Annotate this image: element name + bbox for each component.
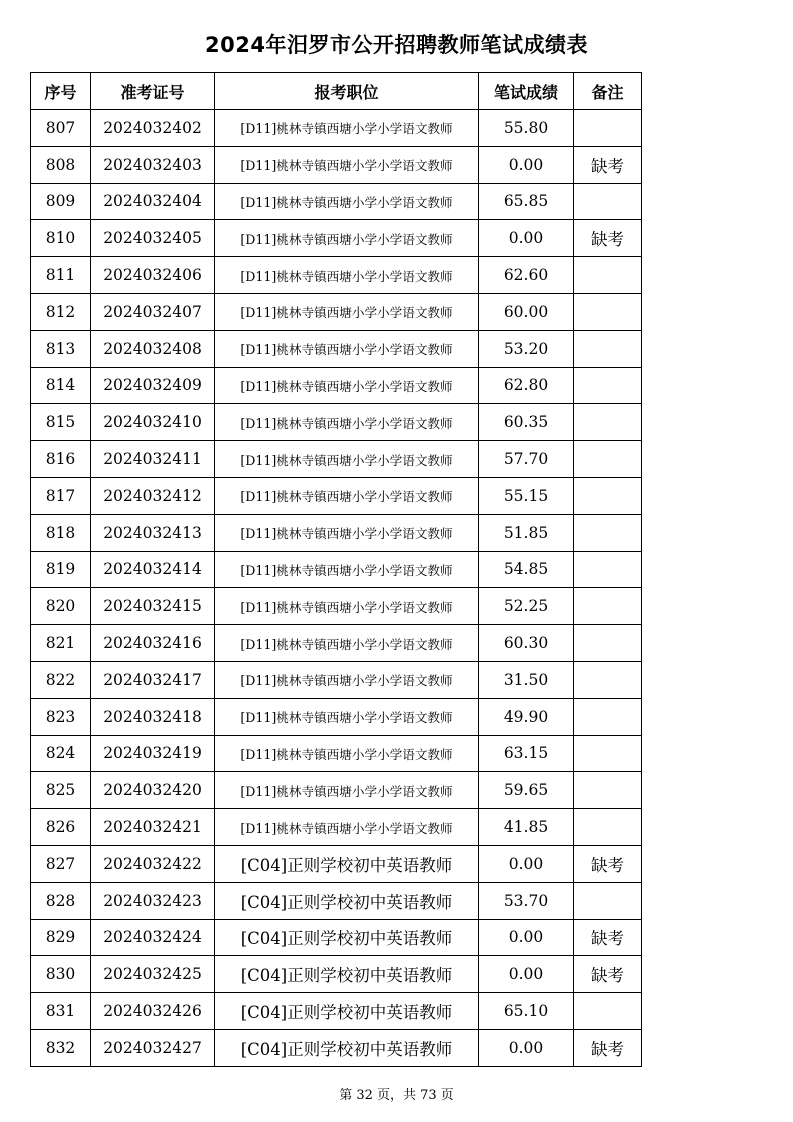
cell-seq: 821 [31, 625, 91, 662]
cell-position: [D11]桃林寺镇西塘小学小学语文教师 [215, 441, 479, 478]
cell-note [574, 735, 642, 772]
cell-score: 53.70 [479, 882, 574, 919]
table-row [31, 183, 642, 220]
cell-score: 53.20 [479, 330, 574, 367]
cell-note [574, 477, 642, 514]
table-row [31, 772, 642, 809]
cell-ticket: 2024032418 [91, 698, 215, 735]
cell-seq: 812 [31, 293, 91, 330]
cell-ticket: 2024032406 [91, 257, 215, 294]
cell-position: [D11]桃林寺镇西塘小学小学语文教师 [215, 367, 479, 404]
cell-note [574, 514, 642, 551]
cell-score: 0.00 [479, 956, 574, 993]
table-row [31, 1029, 642, 1066]
cell-score: 65.85 [479, 183, 574, 220]
header-note: 备注 [574, 73, 642, 110]
cell-note [574, 772, 642, 809]
table-row [31, 441, 642, 478]
cell-note [574, 110, 642, 147]
cell-score: 57.70 [479, 441, 574, 478]
cell-ticket: 2024032416 [91, 625, 215, 662]
cell-note [574, 809, 642, 846]
cell-ticket: 2024032410 [91, 404, 215, 441]
cell-score: 52.25 [479, 588, 574, 625]
page-title: 2024年汨罗市公开招聘教师笔试成绩表 [205, 33, 588, 57]
cell-note [574, 551, 642, 588]
cell-ticket: 2024032408 [91, 330, 215, 367]
cell-note [574, 882, 642, 919]
cell-seq: 808 [31, 146, 91, 183]
cell-score: 62.60 [479, 257, 574, 294]
cell-score: 65.10 [479, 993, 574, 1030]
cell-ticket: 2024032413 [91, 514, 215, 551]
table-row [31, 625, 642, 662]
header-row [31, 73, 642, 110]
cell-score: 0.00 [479, 845, 574, 882]
cell-position: [C04]正则学校初中英语教师 [215, 882, 479, 919]
table-row [31, 698, 642, 735]
cell-note: 缺考 [574, 220, 642, 257]
cell-position: [C04]正则学校初中英语教师 [215, 919, 479, 956]
cell-score: 0.00 [479, 220, 574, 257]
cell-score: 62.80 [479, 367, 574, 404]
table-row [31, 956, 642, 993]
cell-position: [D11]桃林寺镇西塘小学小学语文教师 [215, 183, 479, 220]
header-seq: 序号 [31, 73, 91, 110]
cell-position: [C04]正则学校初中英语教师 [215, 1029, 479, 1066]
cell-position: [D11]桃林寺镇西塘小学小学语文教师 [215, 551, 479, 588]
cell-seq: 827 [31, 845, 91, 882]
cell-position: [D11]桃林寺镇西塘小学小学语文教师 [215, 588, 479, 625]
cell-ticket: 2024032417 [91, 661, 215, 698]
table-row [31, 110, 642, 147]
cell-seq: 817 [31, 477, 91, 514]
cell-note [574, 404, 642, 441]
cell-seq: 818 [31, 514, 91, 551]
cell-note [574, 698, 642, 735]
cell-seq: 815 [31, 404, 91, 441]
cell-ticket: 2024032402 [91, 110, 215, 147]
cell-score: 0.00 [479, 919, 574, 956]
table-row [31, 661, 642, 698]
cell-seq: 824 [31, 735, 91, 772]
table-row [31, 293, 642, 330]
cell-position: [D11]桃林寺镇西塘小学小学语文教师 [215, 698, 479, 735]
table-row [31, 367, 642, 404]
cell-seq: 823 [31, 698, 91, 735]
cell-position: [D11]桃林寺镇西塘小学小学语文教师 [215, 257, 479, 294]
cell-score: 55.80 [479, 110, 574, 147]
cell-note: 缺考 [574, 956, 642, 993]
table-row [31, 845, 642, 882]
cell-ticket: 2024032422 [91, 845, 215, 882]
table-row [31, 477, 642, 514]
cell-seq: 811 [31, 257, 91, 294]
cell-score: 60.35 [479, 404, 574, 441]
cell-score: 60.00 [479, 293, 574, 330]
cell-ticket: 2024032426 [91, 993, 215, 1030]
cell-score: 31.50 [479, 661, 574, 698]
cell-seq: 829 [31, 919, 91, 956]
cell-ticket: 2024032414 [91, 551, 215, 588]
cell-score: 54.85 [479, 551, 574, 588]
table-row [31, 257, 642, 294]
cell-ticket: 2024032409 [91, 367, 215, 404]
page-footer: 第 32 页，共 73 页 [339, 1088, 454, 1103]
cell-position: [D11]桃林寺镇西塘小学小学语文教师 [215, 772, 479, 809]
cell-note [574, 367, 642, 404]
table-row [31, 993, 642, 1030]
cell-ticket: 2024032424 [91, 919, 215, 956]
cell-ticket: 2024032415 [91, 588, 215, 625]
cell-note: 缺考 [574, 146, 642, 183]
cell-seq: 826 [31, 809, 91, 846]
cell-note: 缺考 [574, 1029, 642, 1066]
cell-score: 49.90 [479, 698, 574, 735]
cell-seq: 816 [31, 441, 91, 478]
cell-seq: 828 [31, 882, 91, 919]
score-table [30, 72, 642, 1067]
cell-seq: 832 [31, 1029, 91, 1066]
table-row [31, 146, 642, 183]
header-score: 笔试成绩 [479, 73, 574, 110]
cell-position: [D11]桃林寺镇西塘小学小学语文教师 [215, 661, 479, 698]
cell-position: [D11]桃林寺镇西塘小学小学语文教师 [215, 404, 479, 441]
cell-ticket: 2024032403 [91, 146, 215, 183]
cell-ticket: 2024032404 [91, 183, 215, 220]
cell-position: [D11]桃林寺镇西塘小学小学语文教师 [215, 514, 479, 551]
cell-position: [D11]桃林寺镇西塘小学小学语文教师 [215, 735, 479, 772]
table-row [31, 551, 642, 588]
cell-score: 0.00 [479, 1029, 574, 1066]
cell-position: [D11]桃林寺镇西塘小学小学语文教师 [215, 146, 479, 183]
header-ticket: 准考证号 [91, 73, 215, 110]
cell-score: 63.15 [479, 735, 574, 772]
cell-position: [D11]桃林寺镇西塘小学小学语文教师 [215, 110, 479, 147]
cell-note [574, 257, 642, 294]
cell-position: [C04]正则学校初中英语教师 [215, 956, 479, 993]
cell-seq: 809 [31, 183, 91, 220]
cell-ticket: 2024032421 [91, 809, 215, 846]
cell-note: 缺考 [574, 919, 642, 956]
cell-ticket: 2024032423 [91, 882, 215, 919]
table-row [31, 514, 642, 551]
cell-note [574, 661, 642, 698]
table-row [31, 809, 642, 846]
cell-position: [C04]正则学校初中英语教师 [215, 993, 479, 1030]
cell-seq: 813 [31, 330, 91, 367]
cell-note [574, 625, 642, 662]
cell-position: [D11]桃林寺镇西塘小学小学语文教师 [215, 293, 479, 330]
cell-seq: 822 [31, 661, 91, 698]
cell-score: 60.30 [479, 625, 574, 662]
cell-ticket: 2024032412 [91, 477, 215, 514]
cell-seq: 820 [31, 588, 91, 625]
cell-position: [D11]桃林寺镇西塘小学小学语文教师 [215, 477, 479, 514]
cell-position: [D11]桃林寺镇西塘小学小学语文教师 [215, 809, 479, 846]
table-row [31, 220, 642, 257]
cell-seq: 814 [31, 367, 91, 404]
cell-seq: 810 [31, 220, 91, 257]
cell-note [574, 183, 642, 220]
table-row [31, 919, 642, 956]
cell-ticket: 2024032420 [91, 772, 215, 809]
cell-note: 缺考 [574, 845, 642, 882]
cell-seq: 831 [31, 993, 91, 1030]
cell-position: [C04]正则学校初中英语教师 [215, 845, 479, 882]
cell-ticket: 2024032405 [91, 220, 215, 257]
cell-ticket: 2024032427 [91, 1029, 215, 1066]
table-row [31, 404, 642, 441]
table-row [31, 330, 642, 367]
header-position: 报考职位 [215, 73, 479, 110]
cell-seq: 825 [31, 772, 91, 809]
cell-note [574, 588, 642, 625]
table-row [31, 882, 642, 919]
cell-ticket: 2024032407 [91, 293, 215, 330]
cell-ticket: 2024032419 [91, 735, 215, 772]
cell-seq: 830 [31, 956, 91, 993]
cell-position: [D11]桃林寺镇西塘小学小学语文教师 [215, 625, 479, 662]
cell-note [574, 330, 642, 367]
cell-score: 59.65 [479, 772, 574, 809]
cell-ticket: 2024032425 [91, 956, 215, 993]
cell-ticket: 2024032411 [91, 441, 215, 478]
cell-seq: 819 [31, 551, 91, 588]
cell-seq: 807 [31, 110, 91, 147]
cell-score: 0.00 [479, 146, 574, 183]
cell-note [574, 441, 642, 478]
cell-note [574, 993, 642, 1030]
cell-position: [D11]桃林寺镇西塘小学小学语文教师 [215, 330, 479, 367]
cell-score: 41.85 [479, 809, 574, 846]
cell-note [574, 293, 642, 330]
table-row [31, 735, 642, 772]
cell-position: [D11]桃林寺镇西塘小学小学语文教师 [215, 220, 479, 257]
cell-score: 55.15 [479, 477, 574, 514]
table-row [31, 588, 642, 625]
cell-score: 51.85 [479, 514, 574, 551]
